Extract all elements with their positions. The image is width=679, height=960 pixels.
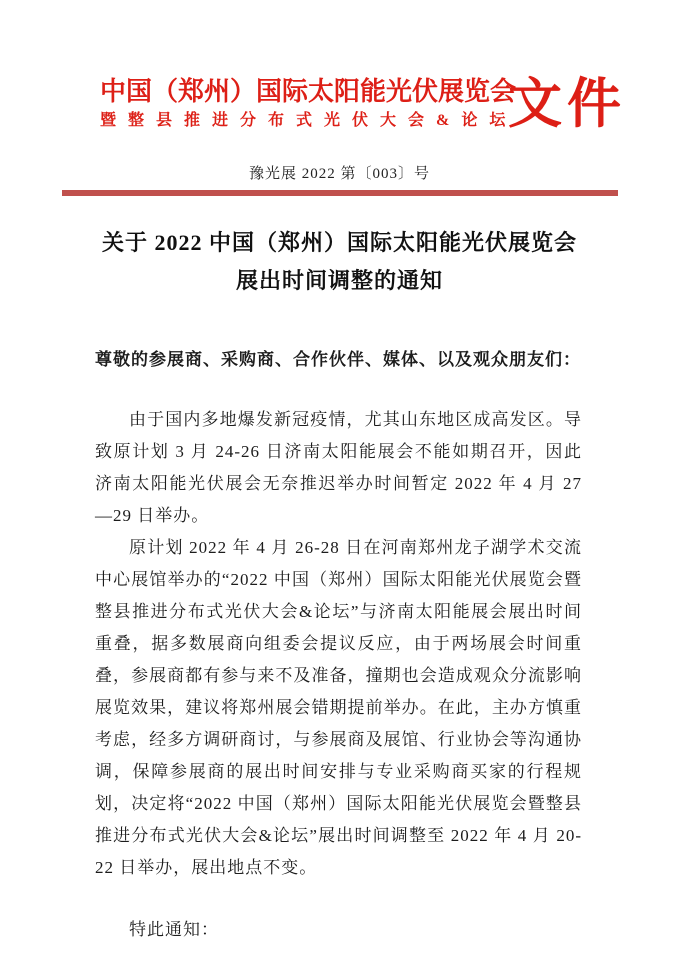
closing-note: 特此通知： (129, 920, 219, 939)
doc-number: 豫光展 2022 第〔003〕号 (248, 166, 430, 182)
org-block (100, 76, 518, 132)
notice-body (95, 344, 582, 946)
red-divider-rule (62, 190, 618, 196)
notice-title-line1: 关于 2022 中国（郑州）国际太阳能光伏展览会 (101, 230, 577, 255)
letterhead (100, 74, 626, 134)
notice-title (0, 224, 679, 300)
body-paragraph-1: 由于国内多地爆发新冠疫情，尤其山东地区成高发区。导致原计划 3 月 24-26 日济南太阳能展会不能如期召开，因此济南太阳能光伏展会无奈推迟举办时间暂定 2022 年 4 月 27—29 日举办。 (95, 410, 582, 525)
body-paragraph-2: 原计划 2022 年 4 月 26-28 日在河南郑州龙子湖学术交流中心展馆举办的“2022 中国（郑州）国际太阳能光伏展览会暨整县推进分布式光伏大会&论坛”与济南太阳能展会展出时间重叠，据多数展商向组委会提议反应，由于两场展会时间重叠，参展商都有参与来不及准备，撞期也会造成观众分流影响展览效果，建议将郑州展会错期提前举办。在此，主办方慎重考虑，经多方调研商讨，与参展商及展馆、行业协会等沟通协调，保障参展商的展出时间安排与专业采购商买家的行程规划，决定将“2022 中国（郑州）国际太阳能光伏展览会暨整县推进分布式光伏大会&论坛”展出时间调整至 2022 年 4 月 20-22 日举办，展出地点不变。 (95, 538, 582, 877)
salutation: 尊敬的参展商、采购商、合作伙伴、媒体、以及观众朋友们： (95, 350, 581, 369)
org-name: 中国（郑州）国际太阳能光伏展览会 (100, 77, 517, 106)
org-subtitle: 暨整县推进分布式光伏大会&论坛 (100, 112, 518, 129)
notice-title-line2: 展出时间调整的通知 (235, 268, 443, 293)
doc-type-label: 文件 (508, 74, 626, 134)
